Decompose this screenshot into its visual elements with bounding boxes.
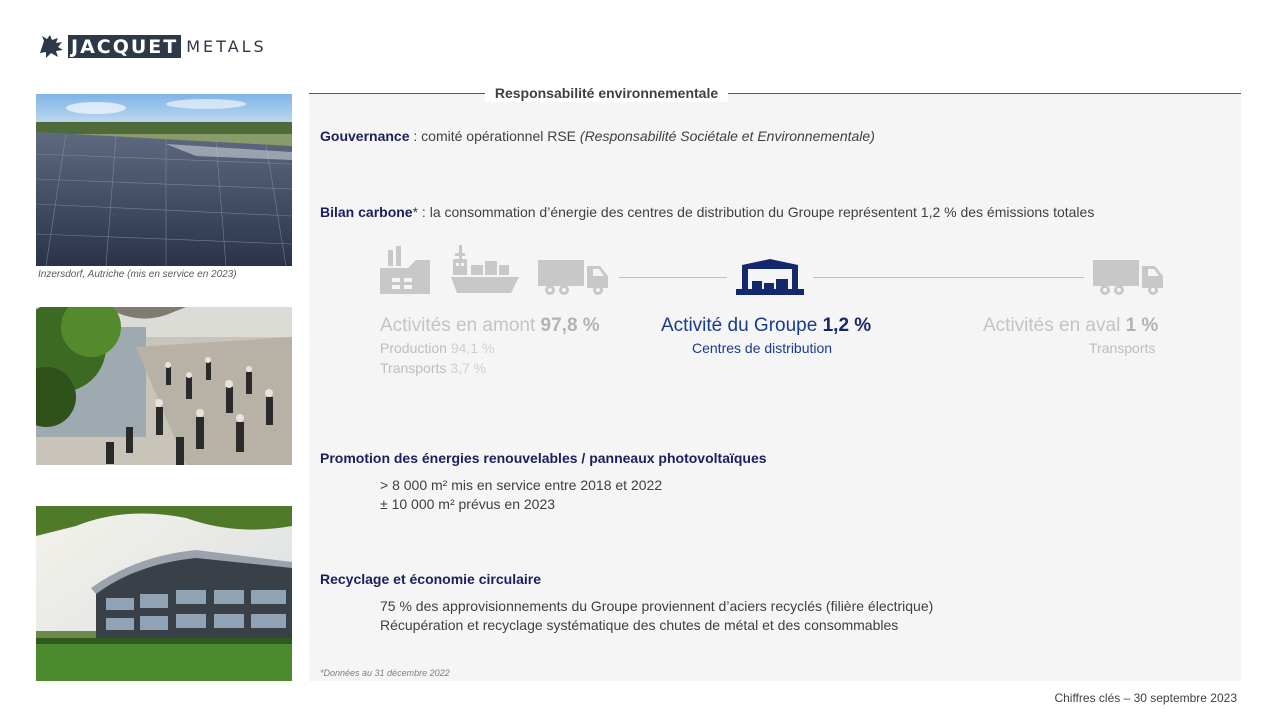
recycling-item-1: 75 % des approvisionnements du Groupe proviennent d’aciers recyclés (filière électrique) xyxy=(380,598,934,614)
flow-line-right xyxy=(813,277,1084,278)
recycling-heading: Recyclage et économie circulaire xyxy=(320,571,541,587)
section-divider-left xyxy=(309,93,485,94)
upstream-transports-label: Transports xyxy=(380,360,451,376)
truck-icon-upstream xyxy=(538,260,608,296)
renewables-item-1: > 8 000 m² mis en service entre 2018 et 2022 xyxy=(380,477,663,493)
governance-label: Gouvernance xyxy=(320,128,410,144)
upstream-production-pct: 94,1 % xyxy=(450,340,495,356)
footer-date: Chiffres clés – 30 septembre 2023 xyxy=(1054,691,1237,705)
cargo-ship-icon xyxy=(451,245,521,297)
renewables-heading: Promotion des énergies renouvelables / panneaux photovoltaïques xyxy=(320,450,767,466)
upstream-production-label: Production xyxy=(380,340,451,356)
renewables-item-2: ± 10 000 m² prévus en 2023 xyxy=(380,496,556,512)
warehouse-icon xyxy=(736,257,804,295)
upstream-production xyxy=(380,340,494,356)
downstream-sub: Transports xyxy=(1089,340,1156,356)
upstream-title-text: Activités en amont xyxy=(380,315,541,336)
governance-text: : comité opérationnel RSE xyxy=(409,128,580,144)
upstream-transports xyxy=(380,360,486,376)
section-title: Responsabilité environnementale xyxy=(485,84,728,102)
factory-icon xyxy=(378,246,432,296)
company-logo xyxy=(36,32,267,60)
group-title xyxy=(661,315,871,337)
logo-word-metals: METALS xyxy=(186,36,267,56)
group-title-text: Activité du Groupe xyxy=(661,315,823,336)
lion-icon xyxy=(36,33,66,59)
carbon-line xyxy=(320,204,1094,220)
photo-caption: Inzersdorf, Autriche (mis en service en 2023) xyxy=(38,269,237,280)
carbon-text: : la consommation d’énergie des centres de distribution du Groupe représentent 1,2 % des émissions totales xyxy=(418,204,1095,220)
downstream-title-text: Activités en aval xyxy=(983,315,1126,336)
recycling-item-2: Récupération et recyclage systématique des chutes de métal et des consommables xyxy=(380,617,899,633)
logo-word-jacquet: JACQUET xyxy=(68,35,181,58)
governance-italic: (Responsabilité Sociétale et Environnementale) xyxy=(579,128,875,144)
carbon-asterisk: * xyxy=(412,204,419,220)
governance-line xyxy=(320,128,875,144)
group-sub: Centres de distribution xyxy=(692,340,833,356)
truck-icon-downstream xyxy=(1093,260,1163,296)
flow-line-left xyxy=(619,277,727,278)
group-value: 1,2 % xyxy=(822,315,872,336)
headquarters-building-photo xyxy=(36,506,292,681)
section-divider-right xyxy=(728,93,1241,94)
downstream-title xyxy=(983,315,1158,337)
footnote: *Données au 31 décembre 2022 xyxy=(320,668,450,678)
upstream-title xyxy=(380,315,600,337)
content-panel xyxy=(309,94,1241,681)
section-header xyxy=(309,84,1241,104)
upstream-value: 97,8 % xyxy=(540,315,600,336)
upstream-transports-pct: 3,7 % xyxy=(450,360,487,376)
carbon-label: Bilan carbone xyxy=(320,204,413,220)
downstream-value: 1 % xyxy=(1125,315,1159,336)
solar-roof-photo xyxy=(36,94,292,266)
riverside-crowd-photo xyxy=(36,307,292,465)
